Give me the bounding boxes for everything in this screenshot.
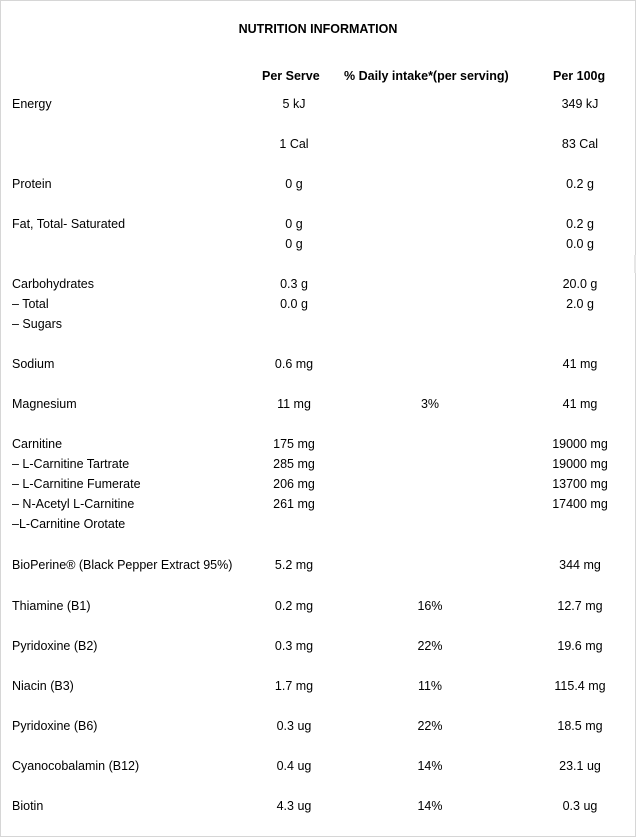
per-100g-value: 13700 mg	[552, 477, 608, 491]
daily-intake-value-cell	[384, 636, 476, 656]
daily-intake-value: 22%	[417, 719, 443, 733]
nutrient-label: Magnesium	[12, 397, 77, 411]
per-serve-value: 175 mg	[273, 437, 315, 451]
nutrient-label-cell	[12, 214, 125, 234]
nutrient-label: Biotin	[12, 799, 44, 813]
per-100g-value: 115.4 mg	[554, 679, 606, 693]
per-serve-value-cell	[248, 134, 340, 154]
per-serve-value: 0 g	[285, 237, 303, 251]
per-serve-value: 0.4 ug	[276, 759, 312, 773]
nutrient-label-cell	[12, 394, 77, 414]
per-100g-value: 20.0 g	[562, 277, 598, 291]
nutrient-label: Fat, Total- Saturated	[12, 217, 126, 231]
nutrient-label: Carbohydrates	[12, 277, 94, 291]
per-serve-value-cell	[248, 394, 340, 414]
per-100g-value-cell	[530, 394, 630, 414]
per-100g-value: 0.3 ug	[562, 799, 598, 813]
per-serve-value-cell	[248, 716, 340, 736]
nutrient-label-cell	[12, 596, 91, 616]
daily-intake-value-cell	[384, 796, 476, 816]
daily-intake-value: 11%	[417, 679, 443, 693]
per-100g-value: 19000 mg	[552, 457, 608, 471]
per-serve-value: 0.3 ug	[276, 719, 312, 733]
per-serve-value: 0.3 g	[280, 277, 308, 291]
nutrient-label: Thiamine (B1)	[12, 599, 91, 613]
nutrient-label: Protein	[12, 177, 52, 191]
per-serve-value-cell	[248, 274, 340, 314]
per-serve-value-cell	[248, 354, 340, 374]
nutrition-title: NUTRITION INFORMATION	[238, 22, 398, 36]
per-serve-value-cell	[248, 174, 340, 194]
per-100g-value-cell	[530, 636, 630, 656]
per-100g-value: 19.6 mg	[557, 639, 603, 653]
nutrient-label: – Sugars	[12, 317, 63, 331]
per-100g-value: 23.1 ug	[559, 759, 601, 773]
per-serve-value-cell	[248, 676, 340, 696]
header-per-serve: Per Serve	[262, 69, 320, 83]
per-serve-value-cell	[248, 636, 340, 656]
nutrient-label: Energy	[12, 97, 52, 111]
per-100g-value: 41 mg	[562, 397, 598, 411]
per-100g-value-cell	[530, 274, 630, 314]
daily-intake-value: 16%	[417, 599, 443, 613]
per-serve-value: 0 g	[285, 217, 303, 231]
per-100g-value-cell	[530, 796, 630, 816]
header-daily-intake: % Daily intake*(per serving)	[344, 69, 509, 83]
per-100g-value: 17400 mg	[552, 497, 608, 511]
per-100g-value-cell	[530, 94, 630, 114]
nutrient-label: –L-Carnitine Orotate	[12, 517, 126, 531]
per-100g-value: 0.0 g	[566, 237, 594, 251]
per-100g-value: 349 kJ	[561, 97, 599, 111]
per-100g-value: 0.2 g	[566, 177, 594, 191]
daily-intake-value: 3%	[420, 397, 440, 411]
per-100g-value: 0.2 g	[566, 217, 594, 231]
nutrient-label-cell	[12, 555, 232, 575]
per-serve-value-cell	[248, 434, 340, 514]
per-100g-value: 19000 mg	[552, 437, 608, 451]
nutrient-label-cell	[12, 354, 54, 374]
daily-intake-value-cell	[384, 716, 476, 736]
per-serve-value-cell	[248, 796, 340, 816]
per-100g-value-cell	[530, 756, 630, 776]
per-100g-value-cell	[530, 555, 630, 575]
per-serve-value: 0.0 g	[280, 297, 308, 311]
nutrient-label: Sodium	[12, 357, 55, 371]
per-serve-value-cell	[248, 756, 340, 776]
per-100g-value: 18.5 mg	[557, 719, 603, 733]
per-100g-value: 12.7 mg	[557, 599, 603, 613]
daily-intake-value: 14%	[417, 759, 443, 773]
per-100g-value-cell	[530, 596, 630, 616]
per-serve-value: 261 mg	[273, 497, 315, 511]
per-serve-value-cell	[248, 94, 340, 114]
per-serve-value: 0.6 mg	[274, 357, 314, 371]
nutrient-label-cell	[12, 94, 52, 114]
per-serve-value-cell	[248, 555, 340, 575]
nutrient-label: Pyridoxine (B6)	[12, 719, 98, 733]
daily-intake-value-cell	[384, 596, 476, 616]
per-serve-value: 0.3 mg	[274, 639, 314, 653]
nutrient-label-cell	[12, 796, 43, 816]
daily-intake-value-cell	[384, 676, 476, 696]
per-serve-value: 5 kJ	[282, 97, 306, 111]
per-serve-value: 285 mg	[273, 457, 315, 471]
nutrient-label: – L-Carnitine Fumerate	[12, 477, 141, 491]
per-100g-value-cell	[530, 676, 630, 696]
per-serve-value: 4.3 ug	[276, 799, 312, 813]
per-100g-value-cell	[530, 434, 630, 514]
per-serve-value-cell	[248, 596, 340, 616]
nutrient-label: Carnitine	[12, 437, 63, 451]
per-100g-value: 83 Cal	[561, 137, 599, 151]
nutrient-label-cell	[12, 716, 97, 736]
nutrient-label-cell	[12, 676, 74, 696]
nutrient-label-cell	[12, 636, 97, 656]
per-100g-value: 344 mg	[559, 558, 601, 572]
nutrient-label-cell	[12, 434, 141, 534]
daily-intake-value-cell	[384, 756, 476, 776]
nutrient-label: BioPerine® (Black Pepper Extract 95%)	[12, 558, 233, 572]
per-100g-value-cell	[530, 354, 630, 374]
nutrient-label-cell	[12, 274, 94, 334]
daily-intake-value: 22%	[417, 639, 443, 653]
nutrient-label: – L-Carnitine Tartrate	[12, 457, 130, 471]
per-100g-value: 41 mg	[562, 357, 598, 371]
nutrient-label: Cyanocobalamin (B12)	[12, 759, 140, 773]
per-100g-value-cell	[530, 716, 630, 736]
daily-intake-value: 14%	[417, 799, 443, 813]
nutrient-label-cell	[12, 174, 52, 194]
per-serve-value: 1.7 mg	[274, 679, 314, 693]
per-serve-value: 206 mg	[273, 477, 315, 491]
nutrient-label: Pyridoxine (B2)	[12, 639, 98, 653]
per-serve-value: 11 mg	[277, 397, 311, 411]
per-100g-value: 2.0 g	[566, 297, 594, 311]
per-100g-value-cell	[530, 174, 630, 194]
nutrient-label-cell	[12, 756, 139, 776]
header-per-100g: Per 100g	[553, 69, 606, 83]
per-serve-value-cell	[248, 214, 340, 254]
daily-intake-value-cell	[384, 394, 476, 414]
per-serve-value: 0 g	[285, 177, 303, 191]
per-serve-value: 1 Cal	[279, 137, 309, 151]
per-100g-value-cell	[530, 214, 630, 254]
per-serve-value: 0.2 mg	[274, 599, 314, 613]
nutrient-label: – Total	[12, 297, 49, 311]
nutrient-label: – N-Acetyl L-Carnitine	[12, 497, 135, 511]
per-100g-value-cell	[530, 134, 630, 154]
per-serve-value: 5.2 mg	[274, 558, 314, 572]
nutrient-label: Niacin (B3)	[12, 679, 74, 693]
